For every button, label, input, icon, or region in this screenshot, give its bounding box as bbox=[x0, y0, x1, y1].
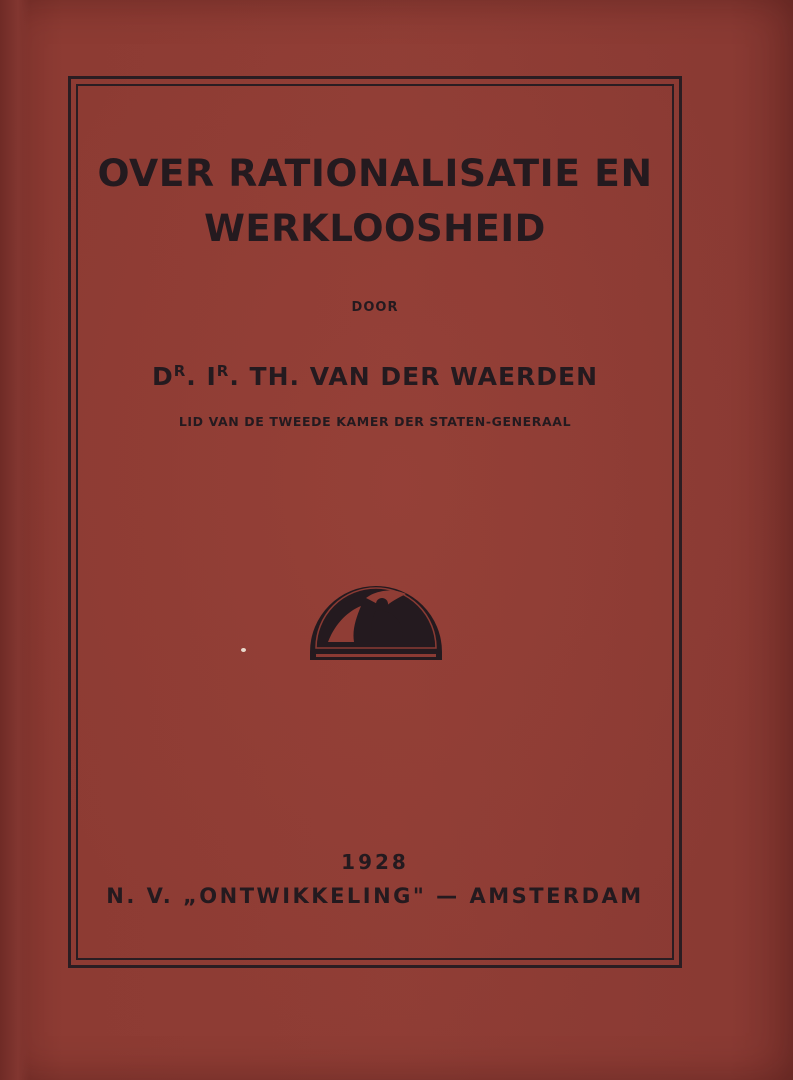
cover-speck bbox=[241, 648, 246, 652]
book-title-line-1: OVER RATIONALISATIE EN bbox=[97, 152, 653, 195]
author-name bbox=[76, 362, 674, 391]
author-prefix-dr: D bbox=[151, 362, 174, 391]
publisher-emblem-icon bbox=[306, 568, 446, 660]
author-prefix-dr-sup: R bbox=[173, 362, 187, 380]
author-role: LID VAN DE TWEEDE KAMER DER STATEN-GENERAAL bbox=[178, 414, 572, 429]
author-prefix-ir-sup: R bbox=[216, 362, 230, 380]
author-surname: . TH. VAN DER WAERDEN bbox=[229, 362, 599, 391]
author-prefix-ir: . I bbox=[186, 362, 217, 391]
publisher-line: N. V. „ONTWIKKELING" — AMSTERDAM bbox=[106, 884, 644, 908]
book-title-line-2: WERKLOOSHEID bbox=[204, 207, 546, 250]
spine-edge bbox=[0, 0, 30, 1080]
by-label: DOOR bbox=[351, 300, 399, 315]
publication-year: 1928 bbox=[341, 850, 409, 874]
